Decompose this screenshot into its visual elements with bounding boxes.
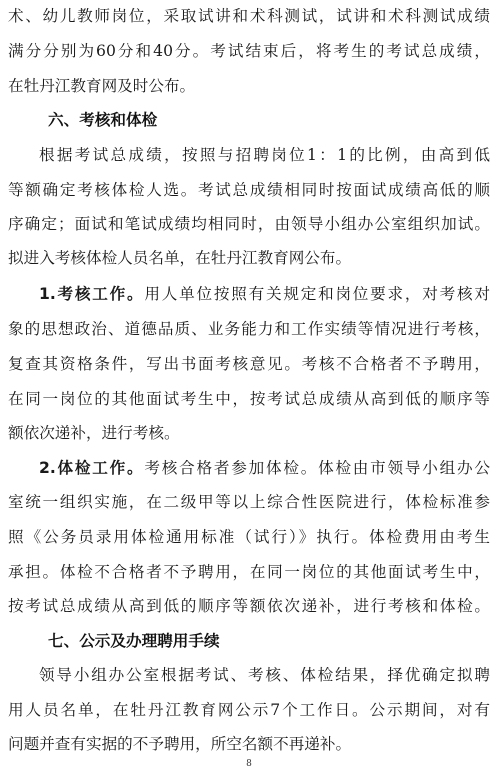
section-6-para-line-1: 根据考试总成绩，按照与招聘岗位1：1的比例，由高到低 (39, 146, 490, 164)
item-1-line-4: 在同一岗位的其他面试考生中，按考试总成绩从高到低的顺序等 (8, 390, 490, 408)
item-2-lead: 2.体检工作。 (39, 459, 145, 477)
item-2-line-5: 按考试总成绩从高到低的顺序等额依次递补，进行考核和体检。 (8, 597, 490, 615)
item-1-lead: 1.考核工作。 (39, 285, 145, 303)
section-7-para-line-1: 领导小组办公室根据考试、考核、体检结果，择优确定拟聘 (39, 666, 490, 684)
intro-line-1: 术、幼儿教师岗位，采取试讲和术科测试，试讲和术科测试成绩 (8, 7, 490, 25)
section-6-para-line-3: 序确定；面试和笔试成绩均相同时，由领导小组办公室组织加试。 (8, 215, 490, 233)
item-2-line-4: 承担。体检不合格者不予聘用，在同一岗位的其他面试考生中， (8, 563, 490, 581)
item-1-line-3: 复查其资格条件，写出书面考核意见。考核不合格者不予聘用， (8, 355, 490, 373)
item-2-line-3: 照《公务员录用体检通用标准（试行）》执行。体检费用由考生 (8, 528, 490, 546)
item-1-line-5: 额依次递补，进行考核。 (8, 424, 180, 442)
intro-line-2: 满分分别为60分和40分。考试结束后，将考生的考试总成绩， (8, 42, 490, 60)
item-2-first-line-rest: 考核合格者参加体检。体检由市领导小组办公 (144, 459, 490, 477)
intro-line-3: 在牡丹江教育网及时公布。 (8, 77, 196, 95)
section-7-heading: 七、公示及办理聘用手续 (48, 632, 220, 650)
item-2-line-1 (39, 458, 490, 478)
item-2-line-2: 室统一组织实施，在二级甲等以上综合性医院进行，体检标准参 (8, 493, 490, 511)
item-1-first-line-rest: 用人单位按照有关规定和岗位要求，对考核对 (144, 285, 490, 303)
page-number: 8 (246, 759, 252, 769)
item-1-line-1 (39, 284, 490, 304)
item-1-line-2: 象的思想政治、道德品质、业务能力和工作实绩等情况进行考核， (8, 320, 490, 338)
section-6-para-line-4: 拟进入考核体检人员名单，在牡丹江教育网公布。 (8, 249, 352, 267)
section-7-para-line-3: 问题并查有实据的不予聘用，所空名额不再递补。 (8, 735, 352, 753)
section-6-heading: 六、考核和体检 (48, 111, 158, 129)
section-7-para-line-2: 用人员名单，在牡丹江教育网公示7个工作日。公示期间，对有 (8, 701, 490, 719)
section-6-para-line-2: 等额确定考核体检人选。考试总成绩相同时按面试成绩高低的顺 (8, 181, 490, 199)
